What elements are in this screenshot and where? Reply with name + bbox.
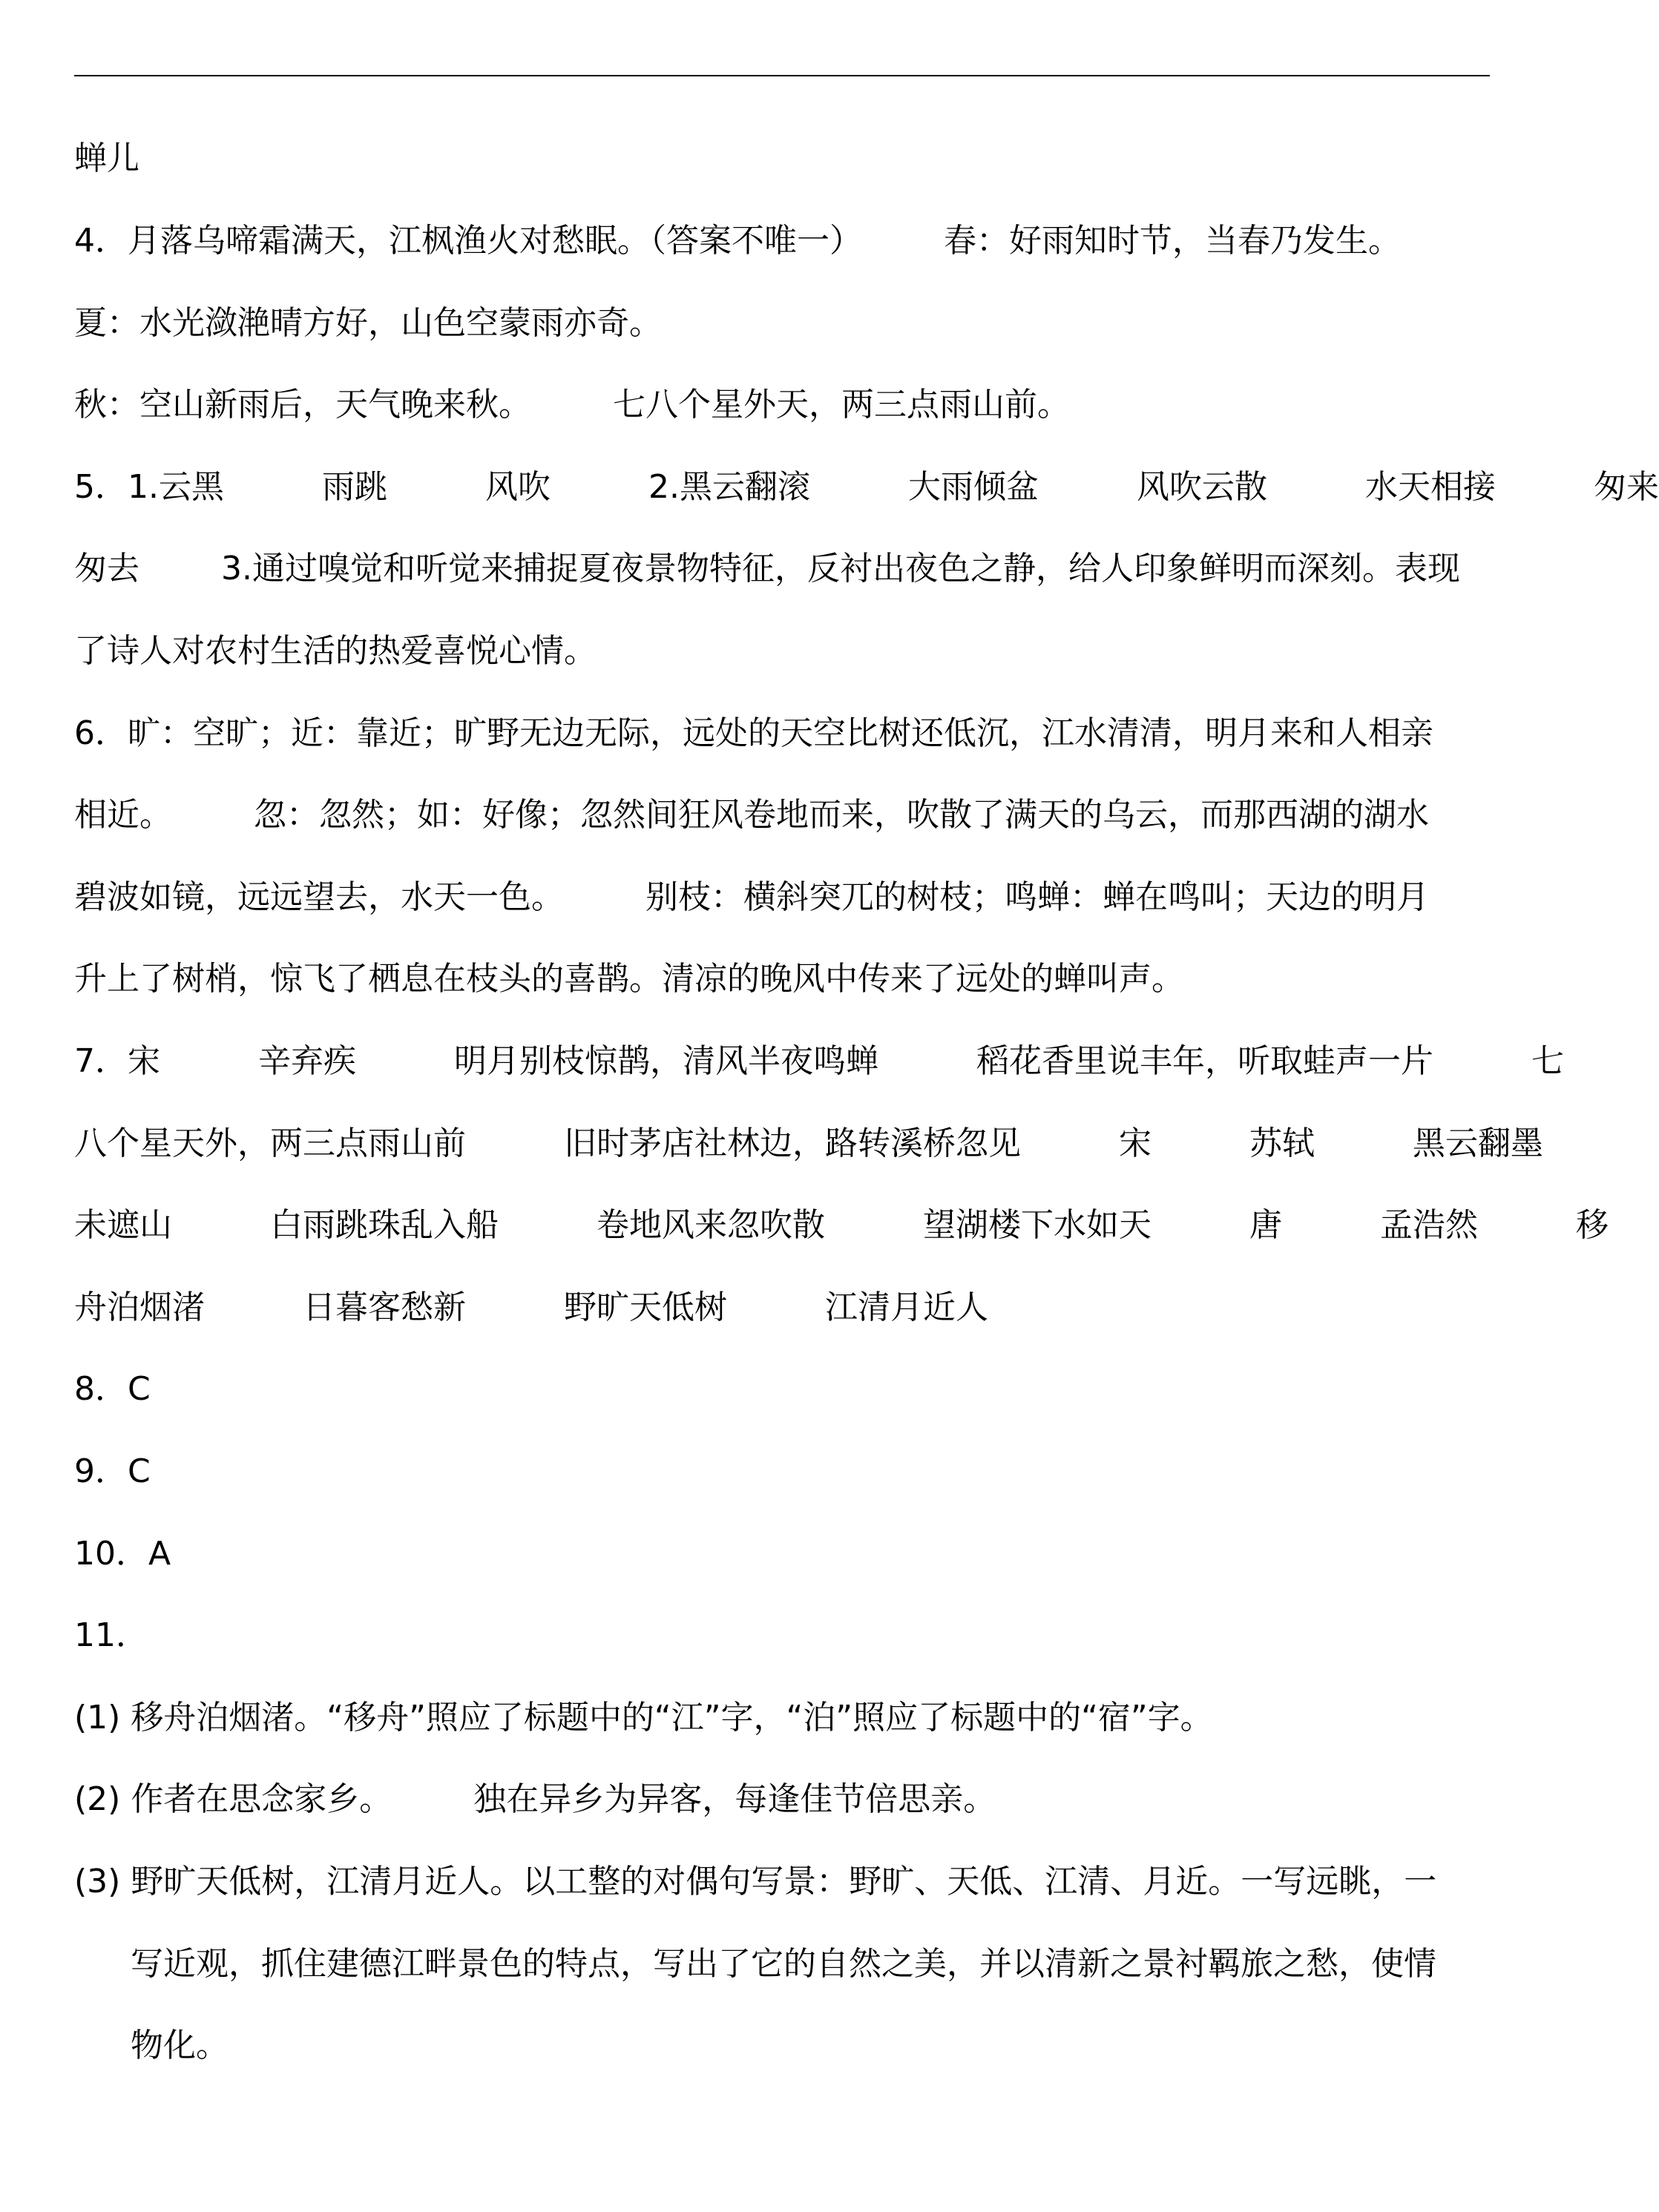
header-rule — [74, 75, 1490, 76]
text-line-10: 碧波如镜，远远望去，水天一色。 别枝：横斜突兀的树枝；鸣蝉：蝉在鸣叫；天边的明月 — [74, 878, 1429, 916]
text-line-24: 物化。 — [131, 2027, 229, 2064]
text-line-11: 升上了树梢，惊飞了栖息在枝头的喜鹊。清凉的晚风中传来了远处的蝉叫声。 — [74, 960, 1184, 998]
text-line-9: 相近。 忽：忽然；如：好像；忽然间狂风卷地而来，吹散了满天的乌云，而那西湖的湖水 — [74, 796, 1429, 834]
text-line-21: (2) 作者在思念家乡。 独在异乡为异客，每逢佳节倍思亲。 — [74, 1780, 996, 1818]
text-line-20: (1) 移舟泊烟渚。“移舟”照应了标题中的“江”字，“泊”照应了标题中的“宿”字。 — [74, 1699, 1213, 1737]
text-line-19: 11． — [74, 1616, 148, 1654]
text-line-3: 夏：水光潋滟晴方好，山色空蒙雨亦奇。 — [74, 304, 662, 342]
text-line-22: (3) 野旷天低树，江清月近人。以工整的对偶句写景：野旷、天低、江清、月近。一写远眺，一 — [74, 1863, 1437, 1900]
text-line-23: 写近观，抓住建德江畔景色的特点，写出了它的自然之美，并以清新之景衬羁旅之愁，使情 — [131, 1945, 1436, 1983]
text-line-6: 匆去 3.通过嗅觉和听觉来捕捉夏夜景物特征，反衬出夜色之静，给人印象鲜明而深刻。表现 — [74, 550, 1460, 587]
text-line-15: 舟泊烟渚 日暮客愁新 野旷天低树 江清月近人 — [74, 1288, 988, 1326]
text-line-8: 6．旷：空旷；近：靠近；旷野无边无际，远处的天空比树还低沉，江水清清，明月来和人相亲 — [74, 714, 1433, 752]
text-line-1: 蝉儿 — [74, 139, 139, 177]
text-line-14: 未遮山 白雨跳珠乱入船 卷地风来忽吹散 望湖楼下水如天 唐 孟浩然 移 — [74, 1206, 1609, 1244]
text-line-13: 八个星天外，两三点雨山前 旧时茅店社林边，路转溪桥忽见 宋 苏轼 黑云翻墨 — [74, 1125, 1543, 1162]
text-line-17: 9．C — [74, 1452, 151, 1490]
text-line-5: 5．1.云黑 雨跳 风吹 2.黑云翻滚 大雨倾盆 风吹云散 水天相接 匆来 — [74, 468, 1659, 506]
text-line-16: 8．C — [74, 1370, 151, 1408]
text-line-4: 秋：空山新雨后，天气晚来秋。 七八个星外天，两三点雨山前。 — [74, 386, 1070, 424]
text-line-2: 4．月落乌啼霜满天，江枫渔火对愁眠。（答案不唯一） 春：好雨知时节，当春乃发生。 — [74, 222, 1401, 260]
text-line-7: 了诗人对农村生活的热爱喜悦心情。 — [74, 632, 597, 670]
text-line-18: 10．A — [74, 1535, 171, 1573]
text-line-12: 7．宋 辛弃疾 明月别枝惊鹊，清风半夜鸣蝉 稻花香里说丰年，听取蛙声一片 七 — [74, 1042, 1564, 1080]
